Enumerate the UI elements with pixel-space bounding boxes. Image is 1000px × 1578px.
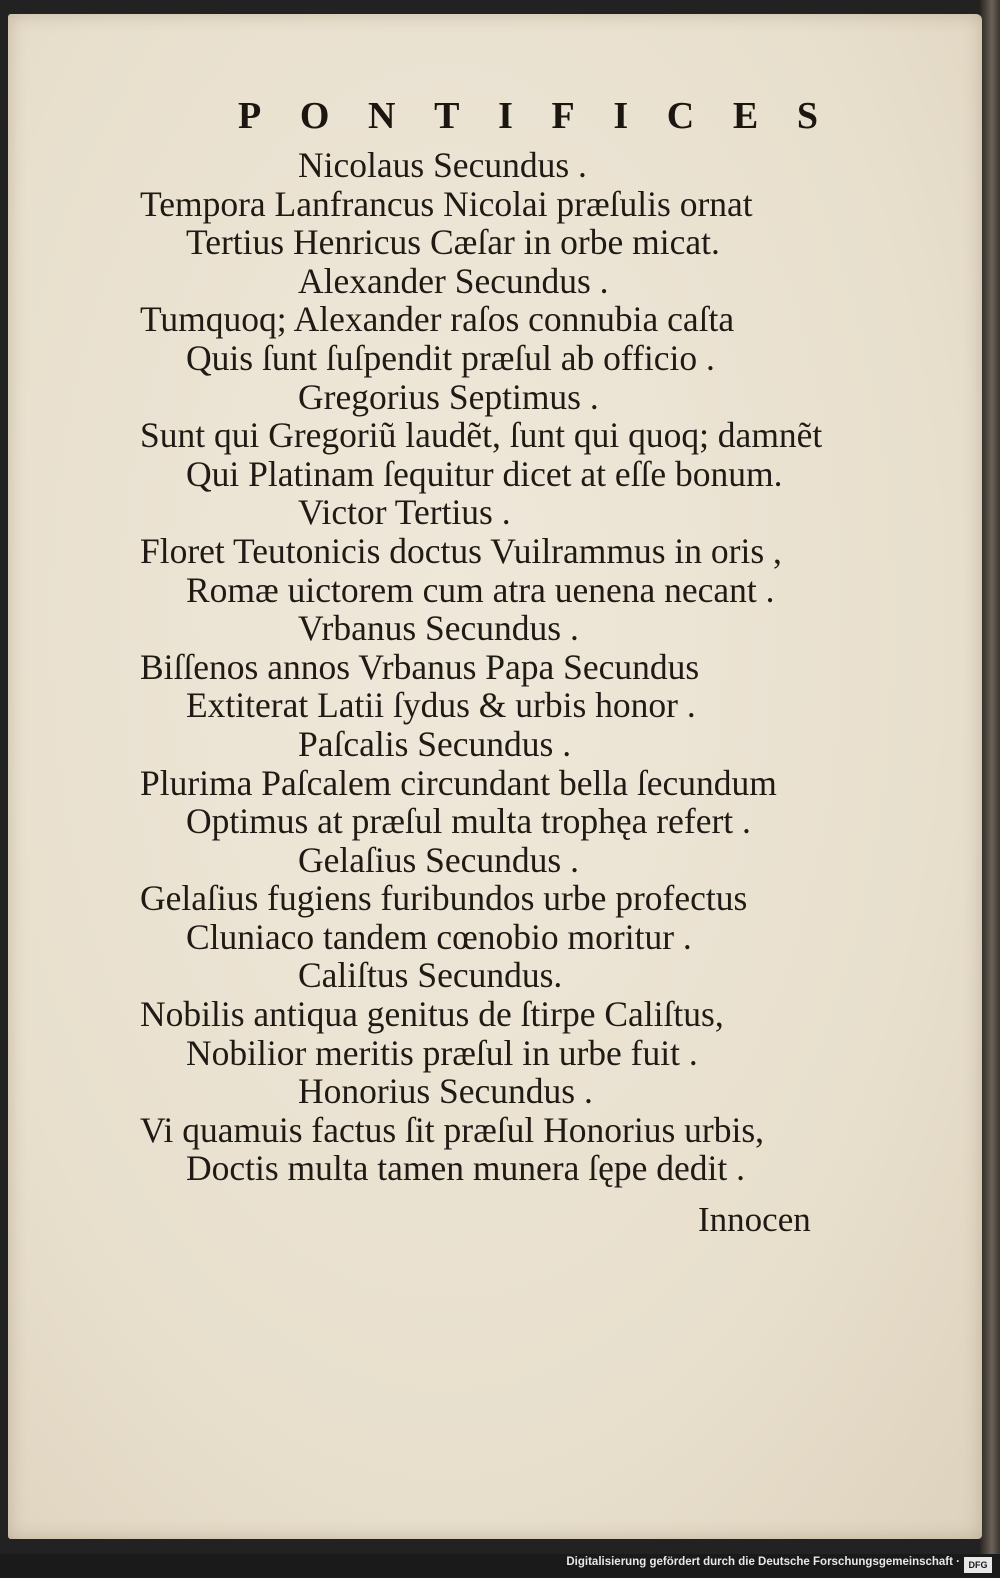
header-letter: P [238,95,262,137]
verse-line: Nobilis antiqua genitus de ſtirpe Caliſtus, [140,994,724,1035]
header-letter: T [434,95,460,137]
verse-line: Extiterat Latii ſydus & urbis honor . [186,685,696,726]
running-header [238,94,818,138]
header-letter: F [551,95,575,137]
verse-line: Nobilior meritis præſul in urbe fuit . [186,1032,698,1073]
pope-name-heading: Paſcalis Secundus . [298,723,572,764]
header-letter: N [368,95,396,137]
pope-name-heading: Alexander Secundus . [298,260,609,301]
verse-line: Sunt qui Gregoriũ laudẽt, ſunt qui quoq; damnẽt [140,415,823,456]
verse-line: Plurima Paſcalem circundant bella ſecundum [140,762,777,803]
verse-line: Gelaſius fugiens furibundos urbe profectus [140,878,748,919]
verse-text-block [8,146,982,1188]
verse-line: Tumquoq; Alexander raſos connubia caſta [140,299,735,340]
dfg-logo-icon: DFG [964,1557,992,1573]
verse-line: Cluniaco tandem cœnobio moritur . [186,916,692,957]
verse-line: Qui Platinam ſequitur dicet at eſſe bonum. [186,453,783,494]
verse-line: Tempora Lanfrancus Nicolai præſulis ornat [140,183,753,224]
pope-name-heading: Victor Tertius . [298,492,511,533]
verse-line: Floret Teutonicis doctus Vuilrammus in oris , [140,530,782,571]
header-letter: I [613,95,629,137]
verse-line: Quis ſunt ſuſpendit præſul ab officio . [186,337,715,378]
verse-line: Romæ uictorem cum atra uenena necant . [186,569,775,610]
header-letter: C [666,95,695,137]
verse-line: Biſſenos annos Vrbanus Papa Secundus [140,646,700,687]
header-letter: S [796,95,818,137]
pope-name-heading: Caliſtus Secundus. [298,955,563,996]
header-letter: I [498,95,513,137]
header-letter: O [299,95,330,137]
funding-notice: Digitalisierung gefördert durch die Deutsche Forschungsgemeinschaft · [566,1556,960,1568]
verse-line: Doctis multa tamen munera ſępe dedit . [186,1148,745,1189]
pope-name-heading: Nicolaus Secundus . [298,145,587,185]
pope-name-heading: Gelaſius Secundus . [298,839,580,880]
header-letter: E [732,95,759,137]
pope-name-heading: Gregorius Septimus . [298,376,599,417]
pope-name-heading: Vrbanus Secundus . [298,608,579,649]
verse-line: Vi quamuis factus ſit præſul Honorius urbis, [140,1109,765,1150]
verse-line: Optimus at præſul multa trophęa refert . [186,801,751,842]
book-spine-edge [980,0,1000,1560]
verse-line: Tertius Henricus Cæſar in orbe micat. [186,222,720,263]
pope-name-heading: Honorius Secundus . [298,1071,593,1112]
book-page [8,14,982,1539]
catchword: Innocen [698,1200,811,1239]
